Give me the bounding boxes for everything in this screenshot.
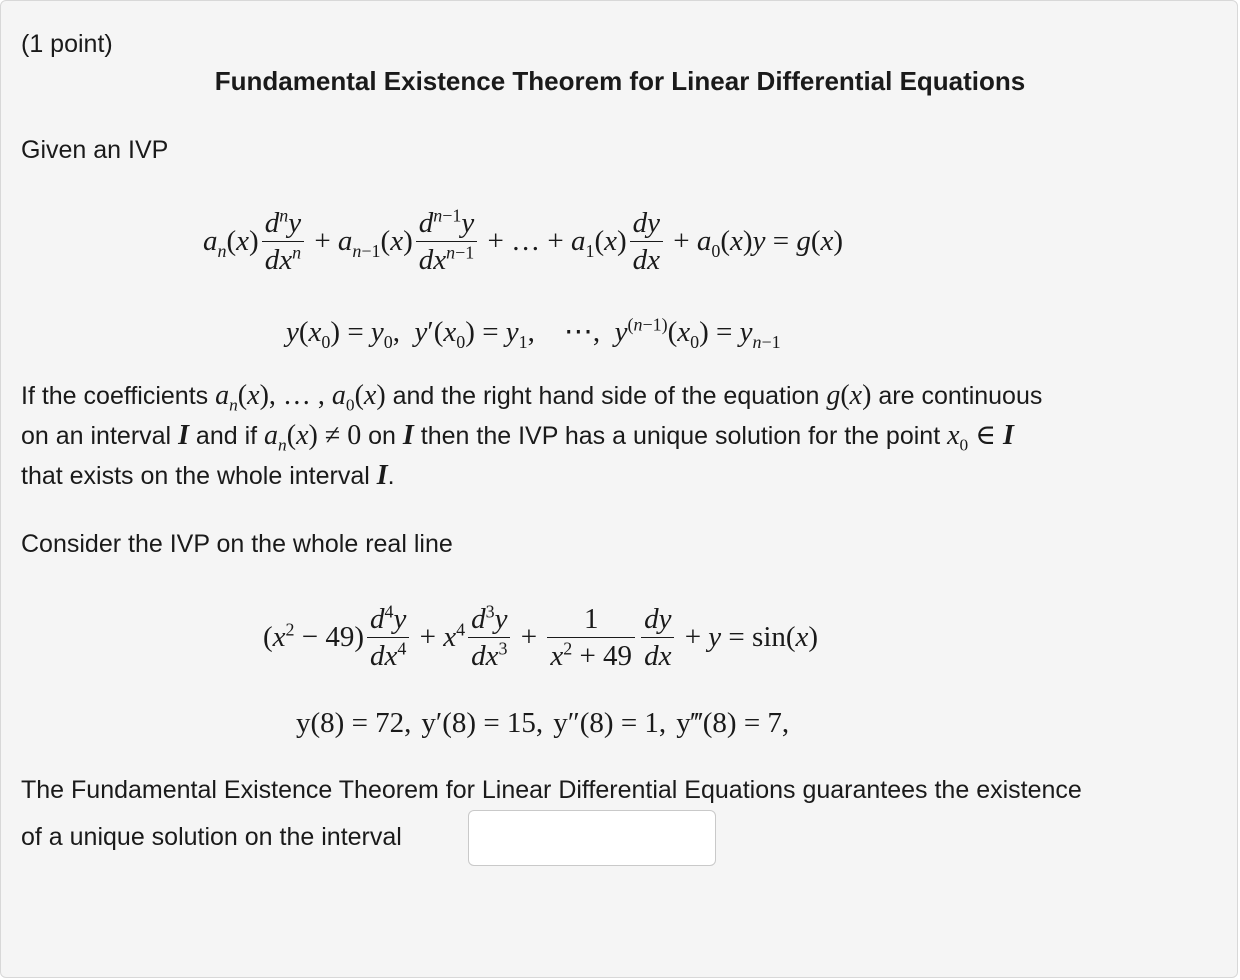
theorem-line-3: that exists on the whole interval I. [21, 460, 395, 491]
interval-answer-input[interactable] [468, 810, 716, 866]
specific-initial-conditions [296, 701, 789, 745]
question-line-2: of a unique solution on the interval [21, 823, 402, 851]
points-label: (1 point) [21, 30, 113, 58]
condition-3: y″(8) = 1, [553, 706, 667, 739]
theorem-line-1: If the coefficients $a_n(x)$, … , $a_0(x)$ and the right hand side of the equation g(x) are continuous [21, 380, 1043, 415]
condition-2: y′(8) = 15, [421, 706, 544, 739]
condition-1: y(8) = 72, [296, 706, 412, 739]
specific-ode-equation: $(x^2 - 49)$ $\frac{d^4y}{dx^4}$ + $x^4$ $\frac{d^3y}{dx^3}$ + $\frac{1}{x^2 + 49}$ $\frac{dy}{dx}$ + y = sin(x) [263, 600, 819, 672]
intro-text: Given an IVP [21, 136, 169, 164]
question-line-1: The Fundamental Existence Theorem for Linear Differential Equations guarantees the existence [21, 776, 1082, 804]
general-ode-equation: $a_n(x)$ $\frac{d^ny}{dx^n}$ + $a_{n-1}(x)$ $\frac{d^{n-1}y}{dx^{n-1}}$ + … + $a_1(x)$ $\frac{dy}{dx}$ + $a_0(x)y = g(x)$ [203, 204, 844, 276]
problem-title: Fundamental Existence Theorem for Linear Differential Equations [214, 66, 1026, 96]
consider-text: Consider the IVP on the whole real line [21, 530, 453, 558]
theorem-line-2: on an interval I and if $a_n(x) \ne 0$ on I then the IVP has a unique solution for the point $x_0$ ∈ I [21, 420, 1014, 455]
general-initial-conditions: $y(x_0) = y_0$, $y'(x_0) = y_1$, ⋯, $y^{(n-1)}(x_0) = y_{n-1}$ [286, 313, 781, 352]
condition-4: y‴(8) = 7, [676, 706, 790, 739]
